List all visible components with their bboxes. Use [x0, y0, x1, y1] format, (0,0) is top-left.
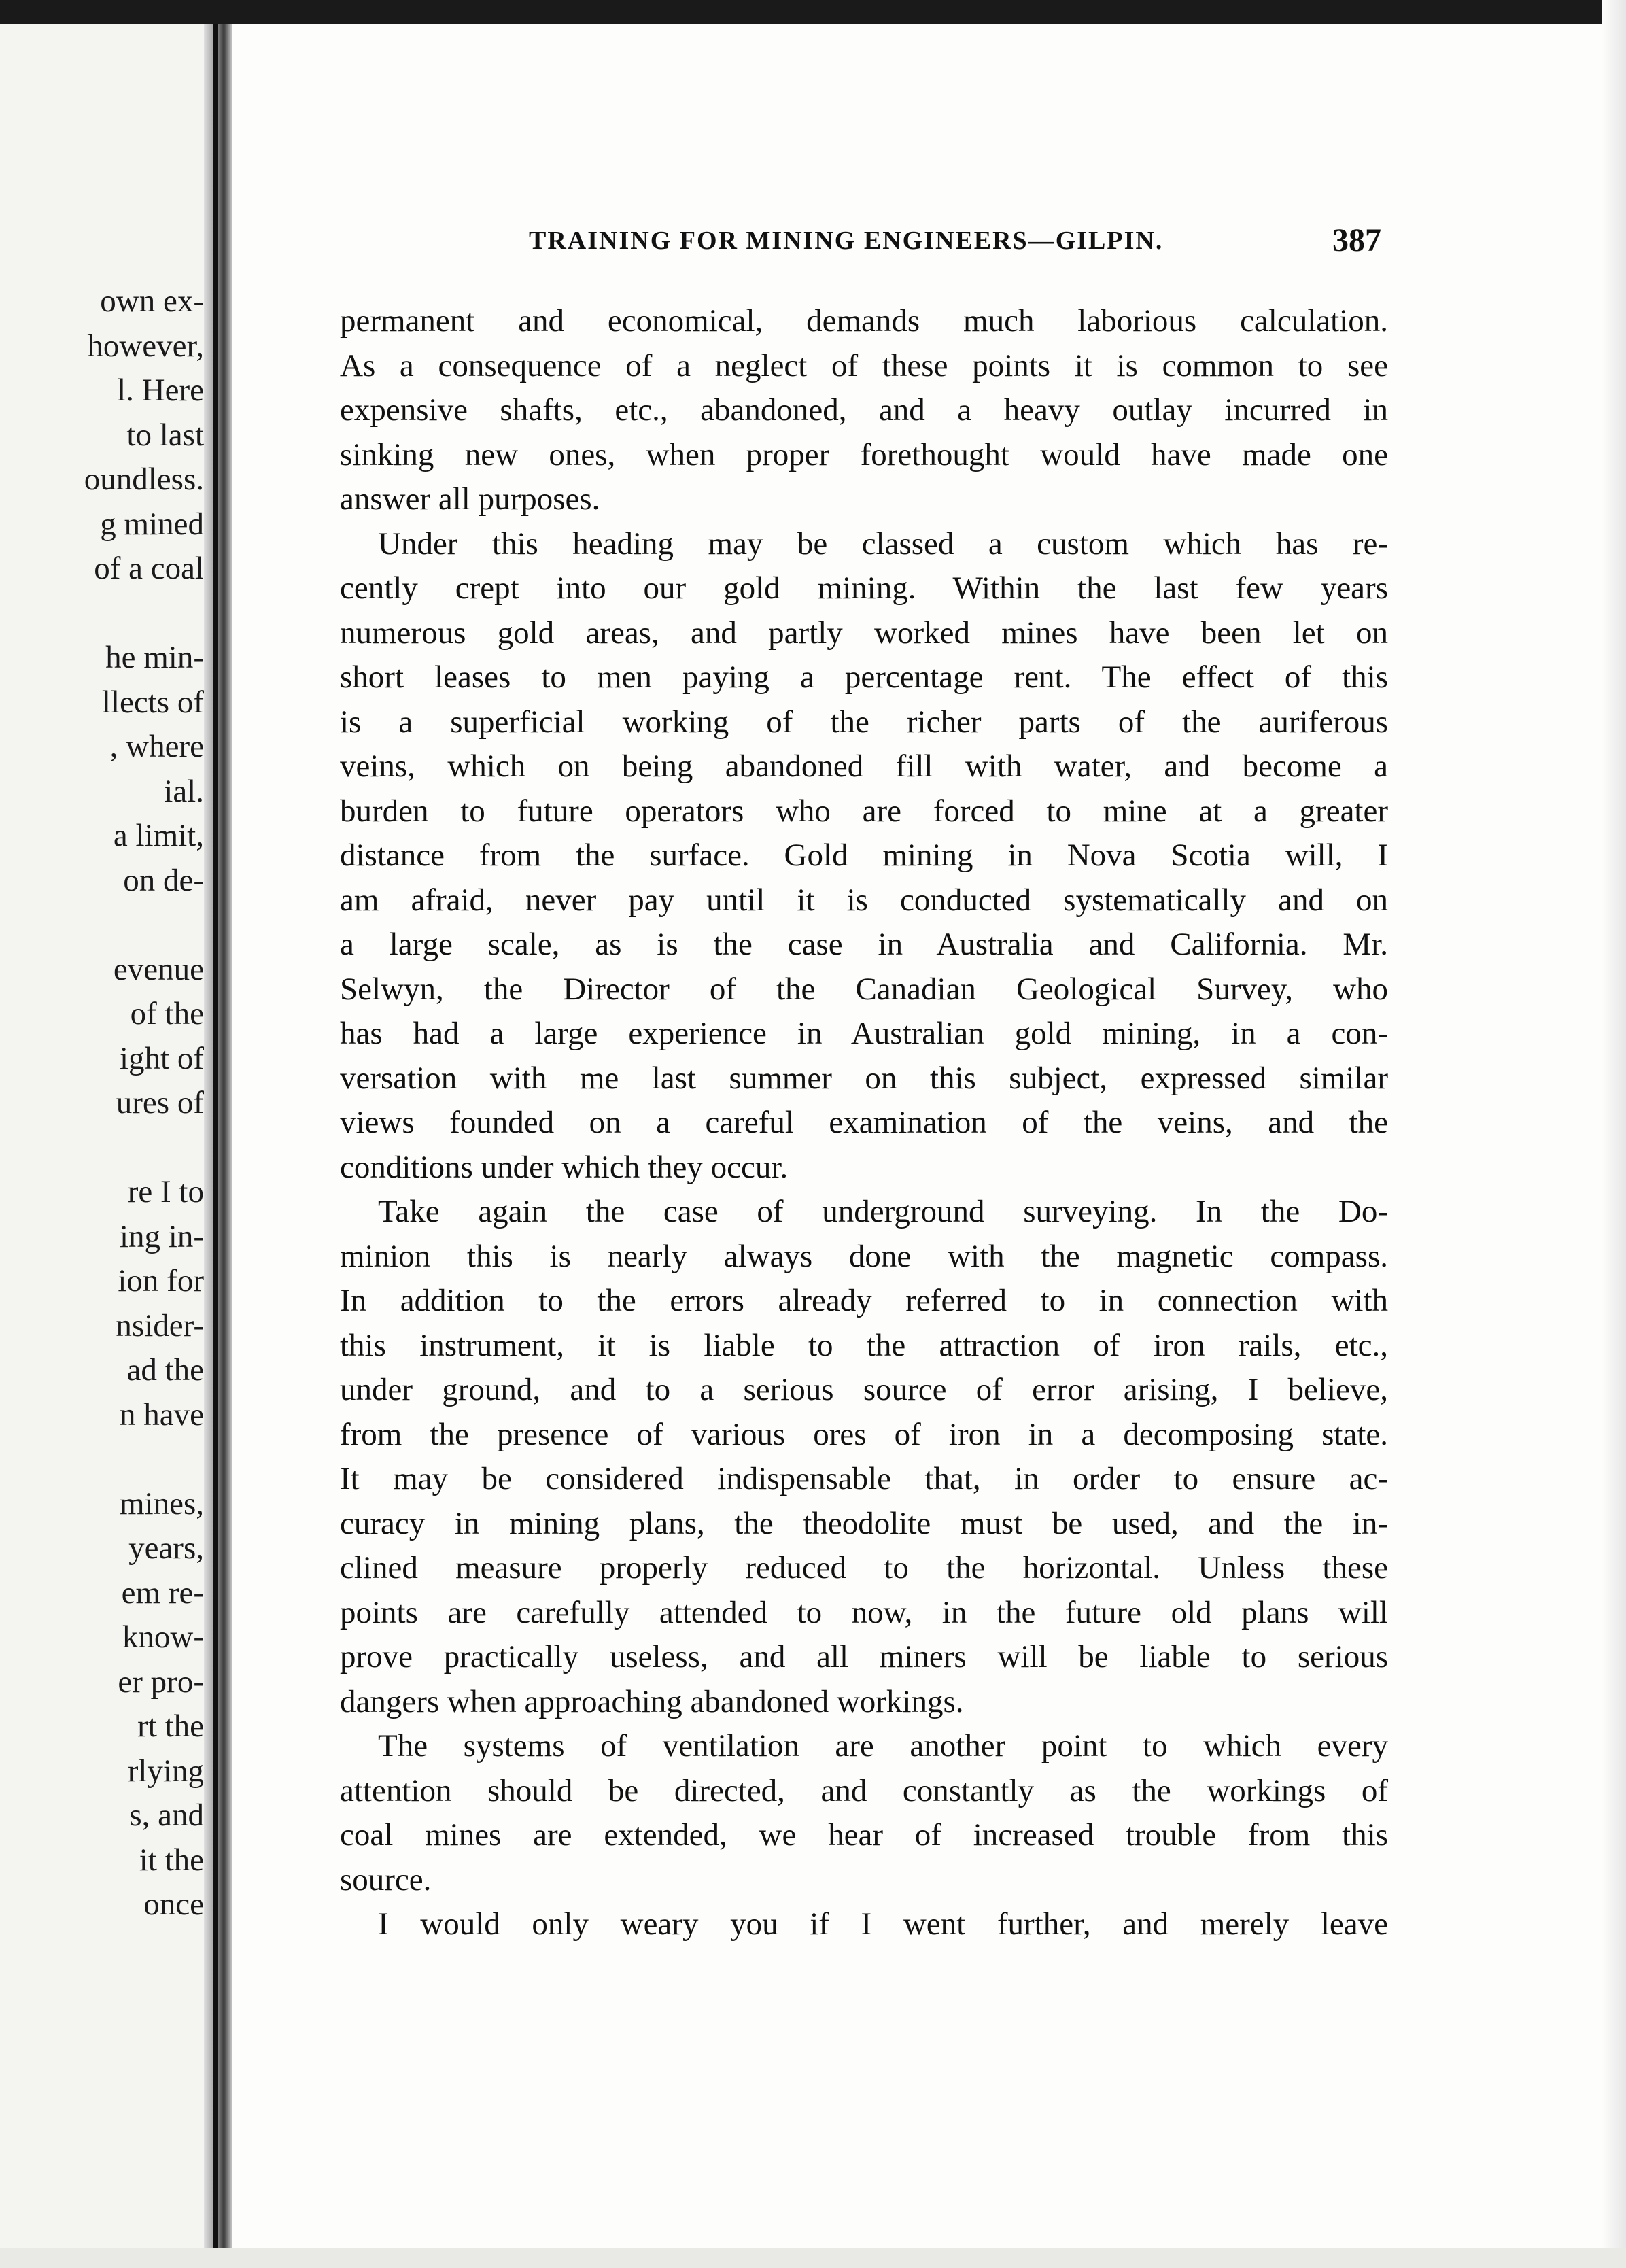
facing-page-line: to last [126, 417, 204, 453]
text-line: is a superficial working of the richer parts of the auriferous [340, 704, 1388, 740]
facing-page-line: ight of [119, 1040, 204, 1076]
text-line: short leases to men paying a percentage rent. The effect of this [340, 659, 1388, 695]
body-text [340, 299, 1388, 1947]
paragraph [340, 1902, 1388, 1947]
facing-page-line: ial. [164, 773, 204, 809]
text-line: from the presence of various ores of iron in a decomposing state. [340, 1416, 1388, 1452]
text-line: source. [340, 1861, 432, 1897]
text-line: points are carefully attended to now, in the future old plans will [340, 1594, 1388, 1630]
facing-page-line: on de- [123, 862, 204, 898]
text-line: views founded on a careful examination of the veins, and the [340, 1105, 1388, 1140]
running-header: TRAINING FOR MINING ENGINEERS—GILPIN. [529, 226, 1164, 255]
text-line: versation with me last summer on this subject, expressed similar [340, 1060, 1388, 1096]
facing-page-line: ad the [126, 1352, 204, 1388]
facing-page-line: n have [120, 1396, 204, 1432]
facing-page-line: oundless. [84, 462, 204, 497]
text-line: Under this heading may be classed a custom which has re- [378, 526, 1388, 562]
facing-page-line: re I to [127, 1174, 204, 1209]
text-line: curacy in mining plans, the theodolite must be used, and the in- [340, 1505, 1388, 1541]
text-line: am afraid, never pay until it is conducted systematically and on [340, 882, 1388, 918]
scan-bottom-border [0, 2248, 1626, 2268]
paragraph [340, 299, 1388, 522]
facing-page-line: mines, [119, 1485, 204, 1522]
facing-page-fragment [0, 24, 216, 2248]
text-line: cently crept into our gold mining. Within the last few years [340, 570, 1388, 606]
facing-page-line: once [143, 1887, 204, 1922]
text-line: under ground, and to a serious source of error arising, I believe, [340, 1372, 1388, 1407]
facing-page-line: know- [122, 1619, 204, 1655]
facing-page-line: er pro- [118, 1664, 204, 1700]
facing-page-line: em re- [121, 1575, 204, 1611]
facing-page-line: rt the [137, 1708, 204, 1744]
text-line: burden to future operators who are forced to mine at a greater [340, 793, 1388, 829]
facing-page-line: ing in- [119, 1218, 204, 1254]
text-line: It may be considered indispensable that, in order to ensure ac- [340, 1461, 1388, 1496]
text-line: veins, which on being abandoned fill with water, and become a [340, 749, 1388, 784]
text-line: distance from the surface. Gold mining in Nova Scotia will, I [340, 838, 1388, 873]
text-line: clined measure properly reduced to the horizontal. Unless these [340, 1550, 1388, 1585]
text-line: prove practically useless, and all miners will be liable to serious [340, 1639, 1388, 1674]
text-line: Selwyn, the Director of the Canadian Geological Survey, who [340, 971, 1388, 1007]
facing-page-line: however, [87, 328, 204, 364]
text-line: this instrument, it is liable to the attraction of iron rails, etc., [340, 1327, 1388, 1363]
text-line: Take again the case of underground surveying. In the Do- [378, 1194, 1388, 1229]
facing-page-line: ion for [118, 1263, 204, 1299]
facing-page-line: he min- [105, 640, 204, 675]
paragraph [340, 522, 1388, 1190]
text-line: conditions under which they occur. [340, 1149, 789, 1185]
text-line: dangers when approaching abandoned workings. [340, 1683, 964, 1719]
text-line: numerous gold areas, and partly worked mines have been let on [340, 615, 1388, 651]
facing-page-line: it the [139, 1842, 204, 1878]
facing-page-line: ures of [116, 1085, 204, 1120]
facing-page-line: s, and [129, 1798, 204, 1833]
text-line: answer all purposes. [340, 481, 600, 517]
paragraph [340, 1190, 1388, 1724]
text-line: In addition to the errors already referred to in connection with [340, 1283, 1388, 1318]
text-line: has had a large experience in Australian gold mining, in a con- [340, 1016, 1388, 1051]
facing-page-line: , where [109, 729, 204, 764]
facing-page-line: a limit, [113, 818, 204, 853]
paragraph [340, 1724, 1388, 1902]
facing-page-line: nsider- [116, 1307, 204, 1343]
text-line: a large scale, as is the case in Australia and California. Mr. [340, 927, 1388, 962]
text-line: As a consequence of a neglect of these points it is common to see [340, 347, 1388, 383]
facing-page-line: years, [128, 1530, 204, 1566]
text-line: coal mines are extended, we hear of increased trouble from this [340, 1817, 1388, 1853]
text-line: permanent and economical, demands much laborious calculation. [340, 303, 1388, 339]
book-gutter [204, 24, 232, 2248]
text-line: The systems of ventilation are another point to which every [378, 1728, 1388, 1764]
facing-page-line: rlying [127, 1753, 204, 1789]
scan-top-border [0, 0, 1626, 24]
text-line: I would only weary you if I went further, and merely leave [378, 1906, 1388, 1942]
facing-page-line: g mined [100, 506, 204, 542]
text-line: attention should be directed, and constantly as the workings of [340, 1772, 1388, 1808]
facing-page-line: of the [130, 996, 204, 1031]
facing-page-line: own ex- [100, 284, 204, 319]
text-line: sinking new ones, when proper forethought would have made one [340, 436, 1388, 472]
facing-page-line: llects of [101, 684, 204, 720]
gutter-shadow-line [213, 24, 218, 2248]
facing-page-line: of a coal [94, 551, 204, 586]
page-edge [1602, 0, 1626, 2268]
text-line: expensive shafts, etc., abandoned, and a heavy outlay incurred in [340, 392, 1388, 428]
page-number: 387 [1332, 222, 1381, 258]
text-line: minion this is nearly always done with the magnetic compass. [340, 1238, 1388, 1274]
facing-page-line: l. Here [117, 373, 204, 408]
facing-page-line: evenue [113, 951, 204, 987]
